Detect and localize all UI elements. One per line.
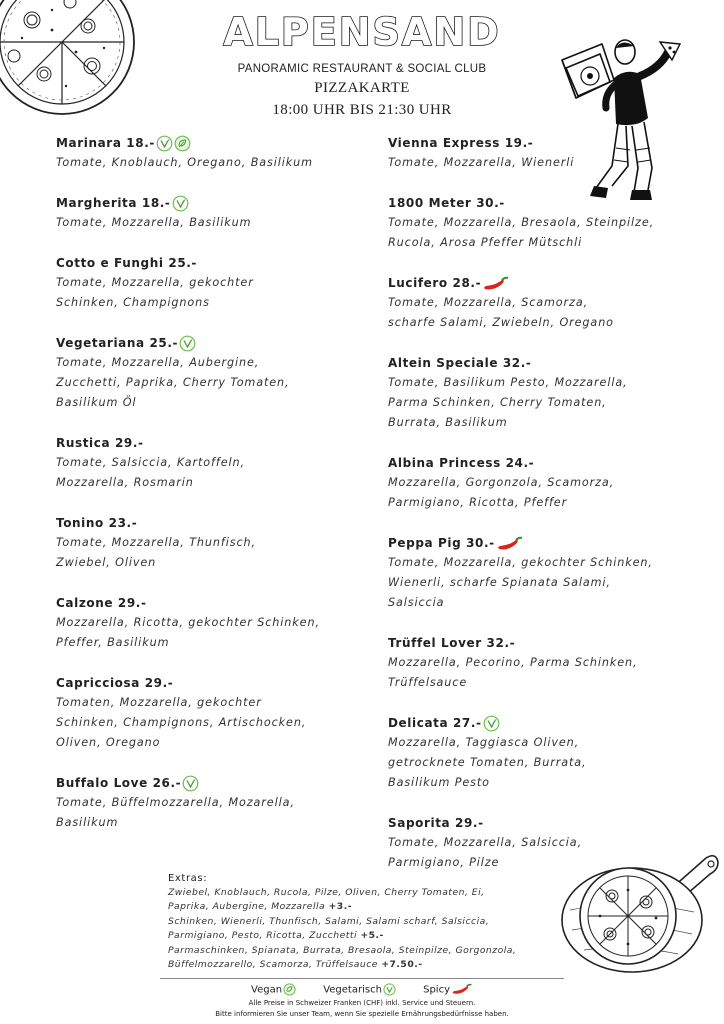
menu-column-left xyxy=(56,133,371,833)
chili-icon xyxy=(496,536,524,552)
item-description: Tomate, Mozzarella, Aubergine, Zucchetti, Paprika, Cherry Tomaten, Basilikum Öl xyxy=(56,356,290,409)
item-description: Mozzarella, Gorgonzola, Scamorza, Parmigiano, Ricotta, Pfeffer xyxy=(388,476,615,509)
item-name: Albina Princess 24.- xyxy=(388,456,535,470)
diet-note: Bitte informieren Sie unser Team, wenn Sie spezielle Ernährungsbedürfnisse haben. xyxy=(215,1010,509,1018)
item-name: Calzone 29.- xyxy=(56,596,147,610)
item-name: Buffalo Love 26.- xyxy=(56,776,182,790)
opening-hours: 18:00 UHR BIS 21:30 UHR xyxy=(272,102,452,118)
extras-line: Parmigiano, Pesto, Ricotta, Zucchetti xyxy=(168,930,358,942)
chili-icon xyxy=(451,983,473,996)
item-description: Tomate, Mozzarella, Salsiccia, Parmigiano, Pilze xyxy=(388,836,583,869)
vegetarian-icon xyxy=(182,775,199,792)
legend-vegan: Vegan xyxy=(251,983,296,996)
extras-price: +3.- xyxy=(328,901,353,913)
vegan-icon xyxy=(174,135,191,152)
menu-item xyxy=(388,353,703,433)
vegetarian-icon xyxy=(483,715,500,732)
item-description: Tomate, Büffelmozzarella, Mozarella, Basilikum xyxy=(56,796,295,829)
footer-notes xyxy=(0,998,724,1020)
item-name: Vienna Express 19.- xyxy=(388,136,534,150)
menu-item xyxy=(56,193,371,233)
item-name: Rustica 29.- xyxy=(56,436,144,450)
menu-item xyxy=(388,273,703,333)
extras-line: Schinken, Wienerli, Thunfisch, Salami, Salami scharf, Salsiccia, xyxy=(168,915,490,927)
vegetarian-icon xyxy=(172,195,189,212)
menu-item xyxy=(388,453,703,513)
extras-line: Parmaschinken, Spianata, Burrata, Bresaola, Steinpilze, Gorgonzola, xyxy=(168,944,517,956)
item-description: Tomaten, Mozzarella, gekochter Schinken, Champignons, Artischocken, Oliven, Oregano xyxy=(56,696,307,749)
item-name: Tonino 23.- xyxy=(56,516,138,530)
menu-item xyxy=(56,133,371,173)
extras-title: Extras: xyxy=(168,873,208,884)
vegan-icon xyxy=(283,983,296,996)
menu-item xyxy=(56,673,371,753)
menu-item xyxy=(56,513,371,573)
legend-vegetarian: Vegetarisch xyxy=(323,983,396,996)
item-description: Tomate, Mozzarella, gekochter Schinken, Wienerli, scharfe Spianata Salami, Salsiccia xyxy=(388,556,653,609)
extras-line: Paprika, Aubergine, Mozzarella xyxy=(168,901,326,913)
menu-item xyxy=(388,133,703,173)
vegetarian-icon xyxy=(156,135,173,152)
footer-divider xyxy=(160,978,564,979)
menu-item xyxy=(388,533,703,613)
item-description: Mozzarella, Pecorino, Parma Schinken, Trüffelsauce xyxy=(388,656,638,689)
item-name: Marinara 18.- xyxy=(56,136,155,150)
item-description: Mozzarella, Ricotta, gekochter Schinken, Pfeffer, Basilikum xyxy=(56,616,320,649)
restaurant-subtitle: PANORAMIC RESTAURANT & SOCIAL CLUB xyxy=(237,63,487,75)
item-description: Tomate, Knoblauch, Oregano, Basilikum xyxy=(56,156,313,169)
item-name: Saporita 29.- xyxy=(388,816,484,830)
item-description: Tomate, Mozzarella, Wienerli xyxy=(388,156,575,169)
item-name: Lucifero 28.- xyxy=(388,276,482,290)
menu-item xyxy=(56,593,371,653)
menu-item xyxy=(388,633,703,693)
menu-item xyxy=(56,333,371,413)
menu-item xyxy=(56,253,371,313)
menu-heading: PIZZAKARTE xyxy=(314,80,410,96)
chili-icon xyxy=(482,276,510,292)
diet-legend xyxy=(0,983,724,996)
item-name: Trüffel Lover 32.- xyxy=(388,636,516,650)
item-name: Altein Speciale 32.- xyxy=(388,356,532,370)
extras-price: +7.50.- xyxy=(381,959,423,971)
item-name: Cotto e Funghi 25.- xyxy=(56,256,198,270)
item-name: Margherita 18.- xyxy=(56,196,171,210)
vegetarian-icon xyxy=(179,335,196,352)
menu-item xyxy=(388,193,703,253)
item-description: Tomate, Mozzarella, Basilikum xyxy=(56,216,252,229)
item-description: Tomate, Mozzarella, Bresaola, Steinpilze, Rucola, Arosa Pfeffer Mütschli xyxy=(388,216,655,249)
restaurant-title: ALPENSAND xyxy=(223,10,501,54)
item-description: Tomate, Basilikum Pesto, Mozzarella, Parma Schinken, Cherry Tomaten, Burrata, Basilikum xyxy=(388,376,628,429)
item-description: Tomate, Mozzarella, gekochter Schinken, Champignons xyxy=(56,276,254,309)
extras-line: Zwiebel, Knoblauch, Rucola, Pilze, Oliven, Cherry Tomaten, Ei, xyxy=(168,887,485,898)
extras-section xyxy=(168,872,588,972)
item-name: Delicata 27.- xyxy=(388,716,482,730)
extras-line: Büffelmozzarello, Scamorza, Trüffelsauce xyxy=(168,959,378,971)
menu-item xyxy=(56,433,371,493)
item-description: Mozzarella, Taggiasca Oliven, getrocknete Tomaten, Burrata, Basilikum Pesto xyxy=(388,736,587,789)
menu-column-right xyxy=(388,133,703,873)
item-name: Peppa Pig 30.- xyxy=(388,536,495,550)
item-name: 1800 Meter 30.- xyxy=(388,196,505,210)
item-name: Capricciosa 29.- xyxy=(56,676,174,690)
legend-spicy: Spicy xyxy=(423,983,473,996)
price-note: Alle Preise in Schweizer Franken (CHF) inkl. Service und Steuern. xyxy=(248,999,476,1007)
item-description: Tomate, Mozzarella, Thunfisch, Zwiebel, Oliven xyxy=(56,536,256,569)
menu-item xyxy=(388,713,703,793)
item-description: Tomate, Mozzarella, Scamorza, scharfe Salami, Zwiebeln, Oregano xyxy=(388,296,614,329)
extras-price: +5.- xyxy=(360,930,384,942)
vegetarian-icon xyxy=(383,983,396,996)
menu-item xyxy=(56,773,371,833)
item-name: Vegetariana 25.- xyxy=(56,336,179,350)
item-description: Tomate, Salsiccia, Kartoffeln, Mozzarella, Rosmarin xyxy=(56,456,245,489)
